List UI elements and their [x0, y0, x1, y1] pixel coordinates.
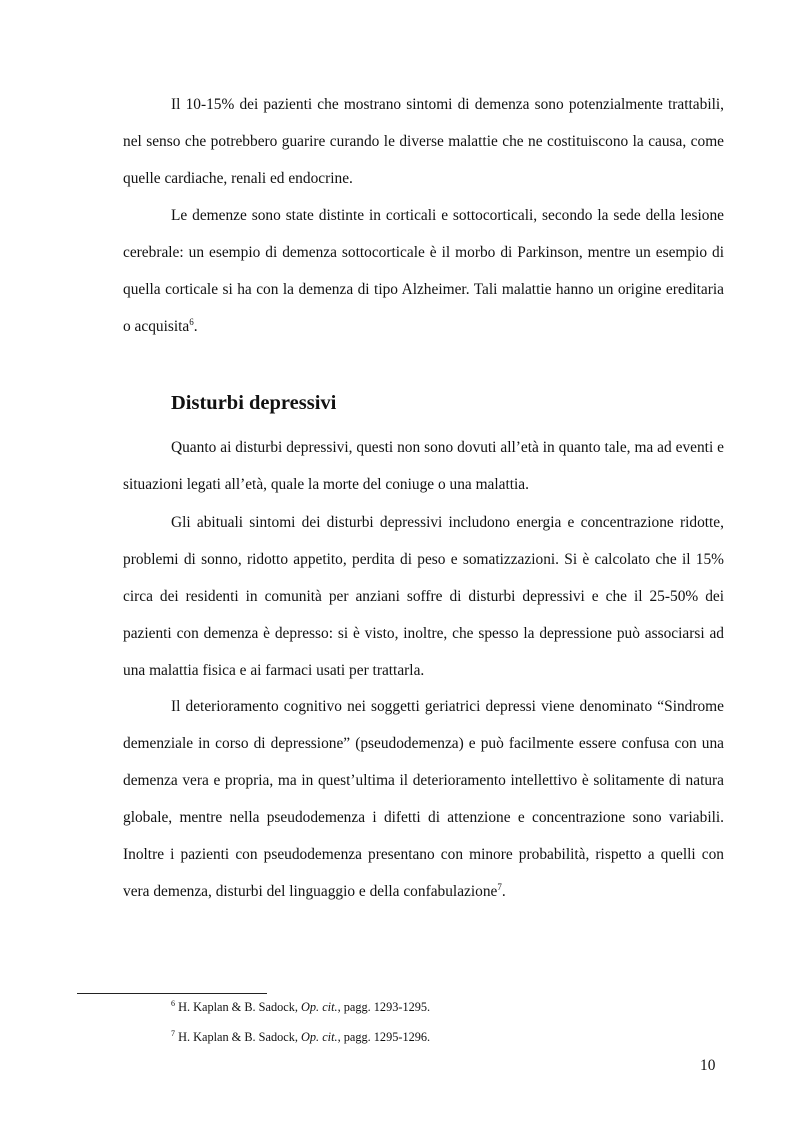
footnote-authors: H. Kaplan & B. Sadock,	[175, 1000, 302, 1014]
paragraph-treatable-dementia	[123, 86, 724, 197]
paragraph-text: Gli abituali sintomi dei disturbi depressivi includono energia e concentrazione ridotte, problemi di sonno, ridotto appetito, perdita di peso e somatizzazioni. Si è calcolato che il 15% circa dei residenti in comunità per anziani soffre di disturbi depressivi e che il 25-50% dei pazienti con demenza è depresso: si è visto, inoltre, che spesso la depressione può associarsi ad una malattia fisica e ai farmaci usati per trattarla.	[123, 514, 724, 679]
footnote-7	[171, 1029, 430, 1045]
paragraph-end: .	[193, 318, 198, 335]
page-number: 10	[700, 1057, 716, 1074]
footnote-number: 7	[171, 1028, 175, 1038]
footnote-work: Op. cit.	[301, 1000, 338, 1014]
paragraph-text: Il deterioramento cognitivo nei soggetti geriatrici depressi viene denominato “Sindrome demenziale in corso di depressione” (pseudodemenza) e può facilmente essere confusa con una demenza vera e propria, ma in quest’ultima il deterioramento intellettivo è solitamente di natura globale, mentre nella pseudodemenza i difetti di attenzione e concentrazione sono variabili. Inoltre i pazienti con pseudodemenza presentano con minore probabilità, rispetto a quelli con vera demenza, disturbi del linguaggio e della confabulazione	[123, 698, 724, 900]
paragraph-text: Il 10-15% dei pazienti che mostrano sintomi di demenza sono potenzialmente trattabili, nel senso che potrebbero guarire curando le diverse malattie che ne costituiscono la causa, come quelle cardiache, renali ed endocrine.	[123, 96, 724, 187]
footnote-separator	[77, 993, 267, 994]
footnote-authors: H. Kaplan & B. Sadock,	[175, 1030, 302, 1044]
section-heading: Disturbi depressivi	[171, 392, 337, 414]
paragraph-depressive-disorders-intro	[123, 429, 724, 503]
footnote-number: 6	[171, 998, 175, 1008]
footnote-reference-6[interactable]: 6	[189, 316, 194, 327]
footnote-pages: , pagg. 1293-1295.	[337, 1000, 431, 1014]
paragraph-pseudodementia	[123, 688, 724, 910]
paragraph-text: Quanto ai disturbi depressivi, questi non sono dovuti all’età in quanto tale, ma ad eventi e situazioni legati all’età, quale la morte del coniuge o una malattia.	[123, 439, 724, 493]
footnote-pages: , pagg. 1295-1296.	[337, 1030, 431, 1044]
paragraph-cortical-subcortical	[123, 197, 724, 345]
footnote-reference-7[interactable]: 7	[497, 881, 502, 892]
paragraph-end: .	[501, 883, 506, 900]
paragraph-depression-symptoms	[123, 504, 724, 689]
paragraph-text: Le demenze sono state distinte in corticali e sottocorticali, secondo la sede della lesione cerebrale: un esempio di demenza sottocorticale è il morbo di Parkinson, mentre un esempio di quella corticale si ha con la demenza di tipo Alzheimer. Tali malattie hanno un origine ereditaria o acquisita	[123, 207, 724, 335]
footnote-work: Op. cit.	[301, 1030, 338, 1044]
footnote-6	[171, 999, 430, 1015]
